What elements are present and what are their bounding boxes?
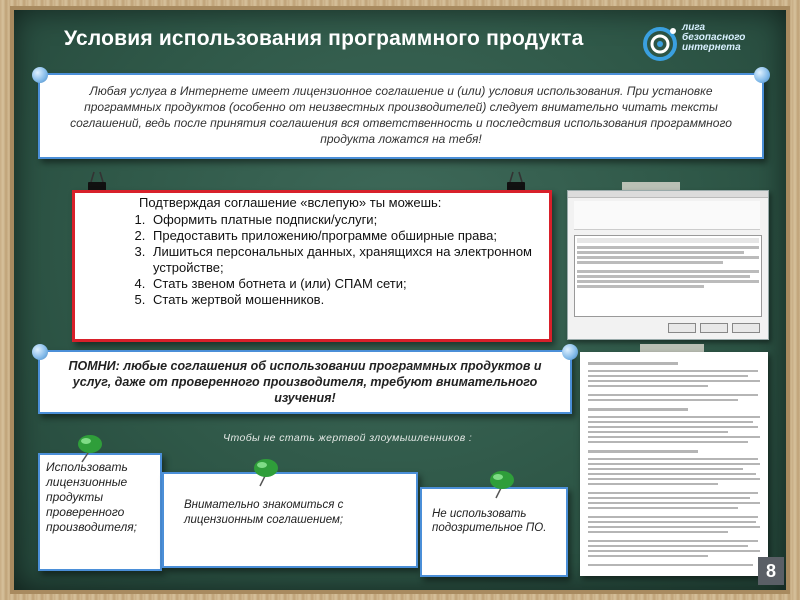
dialog-button xyxy=(668,323,696,333)
pin-icon xyxy=(32,344,48,360)
page-number: 8 xyxy=(758,557,784,585)
advice-card xyxy=(420,487,568,577)
terms-document-screenshot xyxy=(580,352,768,576)
advice-card xyxy=(38,453,162,571)
advice-text: Внимательно знакомиться с лицензионным соглашением; xyxy=(184,499,344,526)
list-item: 5. Стать жертвой мошенников. xyxy=(149,292,549,308)
dialog-button xyxy=(732,323,760,333)
subtitle: Чтобы не стать жертвой злоумышленников : xyxy=(223,432,473,444)
list-item: 3. Лишиться персональных данных, хранящихся на электронном устройстве; xyxy=(149,244,549,276)
license-info-text: Любая услуга в Интернете имеет лицензионное соглашение и (или) условия использования. При установке программных продуктов (особенно от неизвестных производителей) следует внимательно читать тексты соглашений, ведь после принятия соглашения вся ответственность и последствия использования программного продукта ложатся на тебя! xyxy=(70,84,732,146)
page-title: Условия использования программного продукта xyxy=(64,27,584,50)
list-item: 4. Стать звеном ботнета и (или) СПАМ сети; xyxy=(149,276,549,292)
pin-icon xyxy=(754,67,770,83)
advice-text: Не использовать подозрительное ПО. xyxy=(432,508,547,534)
push-pin-icon xyxy=(248,454,284,488)
risks-heading: Подтверждая соглашение «вслепую» ты можешь: xyxy=(139,195,442,210)
list-item: 2. Предоставить приложению/программе обширные права; xyxy=(149,228,549,244)
pin-icon xyxy=(562,344,578,360)
push-pin-icon xyxy=(484,466,520,500)
license-info-note xyxy=(38,73,764,159)
remember-text: ПОМНИ: любые соглашения об использовании программных продуктов и услуг, даже от проверенного производителя, требуют внимательного изучения! xyxy=(68,359,542,405)
advice-text: Использовать лицензионные продукты проверенного производителя; xyxy=(46,460,137,534)
logo-text: лига безопасного интернета xyxy=(682,22,746,53)
dialog-button xyxy=(700,323,728,333)
remember-note xyxy=(38,350,572,414)
risks-box xyxy=(72,190,552,342)
list-item: 1. Оформить платные подписки/услуги; xyxy=(149,212,549,228)
license-dialog-screenshot xyxy=(567,190,769,340)
risks-list xyxy=(75,212,549,308)
pin-icon xyxy=(32,67,48,83)
push-pin-icon xyxy=(72,430,108,464)
advice-card xyxy=(162,472,418,568)
